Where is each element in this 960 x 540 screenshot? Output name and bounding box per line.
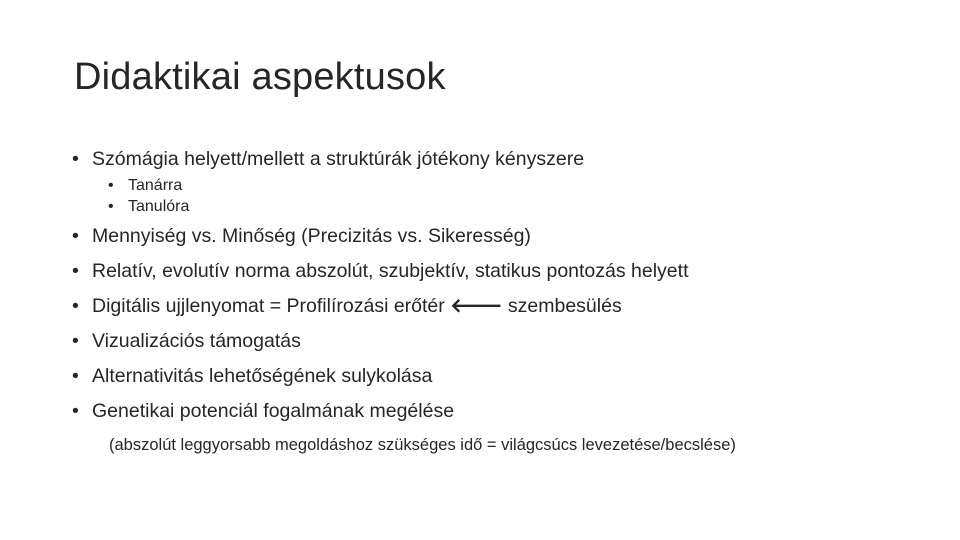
bullet-icon: •: [72, 365, 79, 387]
bullet-icon: •: [72, 260, 79, 282]
slide-title: Didaktikai aspektusok: [74, 56, 446, 98]
sub-bullet-item: [108, 196, 932, 217]
bullet-item: [72, 324, 932, 359]
bullet-icon: •: [72, 148, 79, 170]
sub-bullet-text: Tanulóra: [128, 198, 190, 215]
bullet-text: Szómágia helyett/mellett a struktúrák jótékony kényszere: [92, 148, 585, 170]
bullet-item: [72, 254, 932, 289]
bullet-item: [72, 145, 932, 173]
arrow-left-icon: 🡐: [450, 295, 503, 317]
bullet-icon: •: [72, 330, 79, 352]
bullet-text: Alternativitás lehetőségének sulykolása: [92, 365, 433, 387]
sub-bullet-text: Tanárra: [128, 177, 183, 194]
bullet-text: Relatív, evolutív norma abszolút, szubjektív, statikus pontozás helyett: [92, 260, 689, 282]
sub-bullet-item: [108, 175, 932, 196]
bullet-text: Vizualizációs támogatás: [92, 330, 301, 352]
bullet-item: [72, 219, 932, 254]
bullet-text: Mennyiség vs. Minőség (Precizitás vs. Sikeresség): [92, 225, 531, 247]
bullet-icon: •: [72, 295, 79, 317]
bullet-item: [72, 289, 932, 324]
bullet-item: [72, 394, 932, 429]
bullet-icon: •: [72, 225, 79, 247]
bullet-item: [72, 359, 932, 394]
bullet-icon: •: [108, 177, 114, 194]
sub-bullet-list: [72, 175, 932, 217]
bullet-list: [72, 145, 932, 429]
footnote-text: (abszolút leggyorsabb megoldáshoz szükséges idő = világcsúcs levezetése/becslése): [109, 436, 736, 454]
bullet-text-before-arrow: Digitális ujjlenyomat = Profilírozási erőtér: [92, 295, 451, 317]
bullet-text: Genetikai potenciál fogalmának megélése: [92, 400, 455, 422]
bullet-icon: •: [108, 198, 114, 215]
bullet-icon: •: [72, 400, 79, 422]
bullet-text-after-arrow: szembesülés: [502, 295, 622, 317]
